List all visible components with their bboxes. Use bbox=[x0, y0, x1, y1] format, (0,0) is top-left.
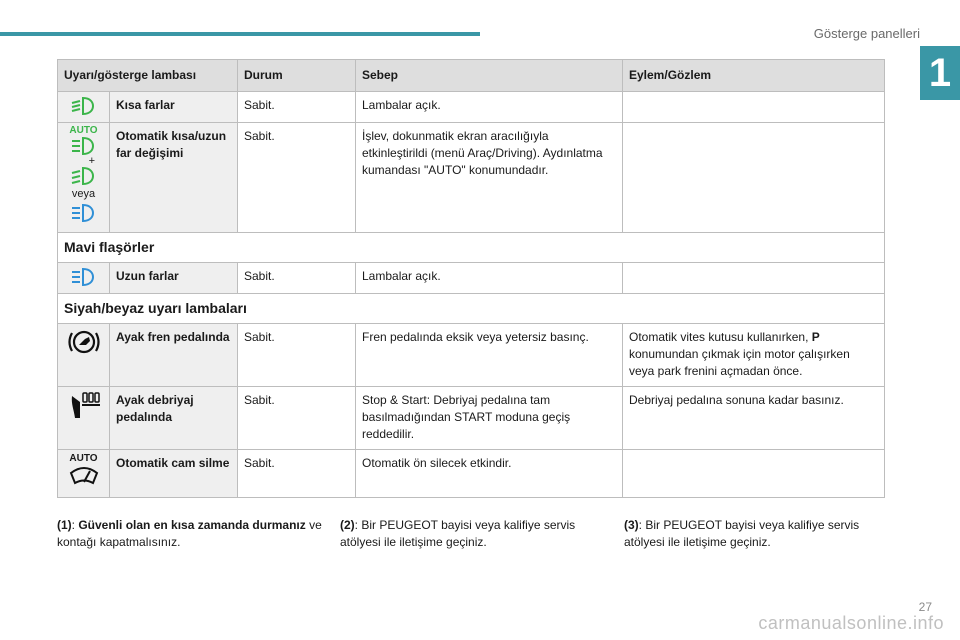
lamp-name: Kısa farlar bbox=[110, 92, 238, 123]
section-row bbox=[58, 233, 885, 263]
section-row bbox=[58, 294, 885, 324]
page-number: 27 bbox=[918, 600, 932, 614]
table-row bbox=[58, 324, 885, 387]
high-beam-icon bbox=[58, 263, 110, 294]
auto-wiper-icon: AUTO bbox=[58, 450, 110, 498]
lamp-action bbox=[623, 263, 885, 294]
watermark: carmanualsonline.info bbox=[758, 613, 944, 633]
table-row bbox=[58, 92, 885, 123]
section-heading-bw: Siyah/beyaz uyarı lambaları bbox=[58, 294, 885, 324]
col-header-state: Durum bbox=[238, 60, 356, 92]
lamp-cause: İşlev, dokunmatik ekran aracılığıyla etkinleştirildi (menü Araç/Driving). Aydınlatma kumandası "AUTO" konumundadır. bbox=[356, 123, 623, 233]
auto-headlamp-icon: AUTO + veya bbox=[58, 123, 110, 233]
footnote-1: (1): Güvenli olan en kısa zamanda durmanız ve kontağı kapatmalısınız. bbox=[57, 518, 322, 549]
lamp-name: Otomatik cam silme bbox=[110, 450, 238, 498]
lamp-name: Uzun farlar bbox=[110, 263, 238, 294]
lamp-name: Ayak fren pedalında bbox=[110, 324, 238, 387]
table-row bbox=[58, 450, 885, 498]
section-heading-blue: Mavi flaşörler bbox=[58, 233, 885, 263]
table-row bbox=[58, 263, 885, 294]
lamp-cause: Otomatik ön silecek etkindir. bbox=[356, 450, 623, 498]
lamp-action bbox=[623, 123, 885, 233]
lamp-action bbox=[623, 92, 885, 123]
lamp-name: Otomatik kısa/uzun far değişimi bbox=[110, 123, 238, 233]
header-accent-bar bbox=[0, 32, 480, 36]
footnote-2: (2): Bir PEUGEOT bayisi veya kalifiye servis atölyesi ile iletişime geçiniz. bbox=[340, 518, 576, 549]
col-header-lamp: Uyarı/gösterge lambası bbox=[58, 60, 238, 92]
lamp-cause: Stop & Start: Debriyaj pedalına tam basılmadığından START moduna geçiş reddedilir. bbox=[356, 387, 623, 450]
lamp-state: Sabit. bbox=[238, 263, 356, 294]
lamp-action bbox=[623, 450, 885, 498]
col-header-cause: Sebep bbox=[356, 60, 623, 92]
table-header-row bbox=[58, 60, 885, 92]
table-row bbox=[58, 123, 885, 233]
brake-pedal-icon bbox=[58, 324, 110, 387]
lamp-state: Sabit. bbox=[238, 324, 356, 387]
col-header-action: Eylem/Gözlem bbox=[623, 60, 885, 92]
warning-lamp-table bbox=[57, 59, 885, 498]
section-title: Gösterge panelleri bbox=[813, 26, 920, 41]
lamp-cause: Lambalar açık. bbox=[356, 263, 623, 294]
table-row bbox=[58, 387, 885, 450]
lamp-state: Sabit. bbox=[238, 450, 356, 498]
lamp-cause: Lambalar açık. bbox=[356, 92, 623, 123]
lamp-action: Otomatik vites kutusu kullanırken, P konumundan çıkmak için motor çalışırken veya park frenini açmadan önce. bbox=[623, 324, 885, 387]
lamp-state: Sabit. bbox=[238, 387, 356, 450]
clutch-foot-icon bbox=[58, 387, 110, 450]
lamp-name: Ayak debriyaj pedalında bbox=[110, 387, 238, 450]
lamp-state: Sabit. bbox=[238, 92, 356, 123]
low-beam-icon bbox=[58, 92, 110, 123]
lamp-cause: Fren pedalında eksik veya yetersiz basınç. bbox=[356, 324, 623, 387]
lamp-action: Debriyaj pedalına sonuna kadar basınız. bbox=[623, 387, 885, 450]
lamp-state: Sabit. bbox=[238, 123, 356, 233]
footnote-3: (3): Bir PEUGEOT bayisi veya kalifiye servis atölyesi ile iletişime geçiniz. bbox=[624, 518, 860, 549]
chapter-tab: 1 bbox=[920, 46, 960, 100]
